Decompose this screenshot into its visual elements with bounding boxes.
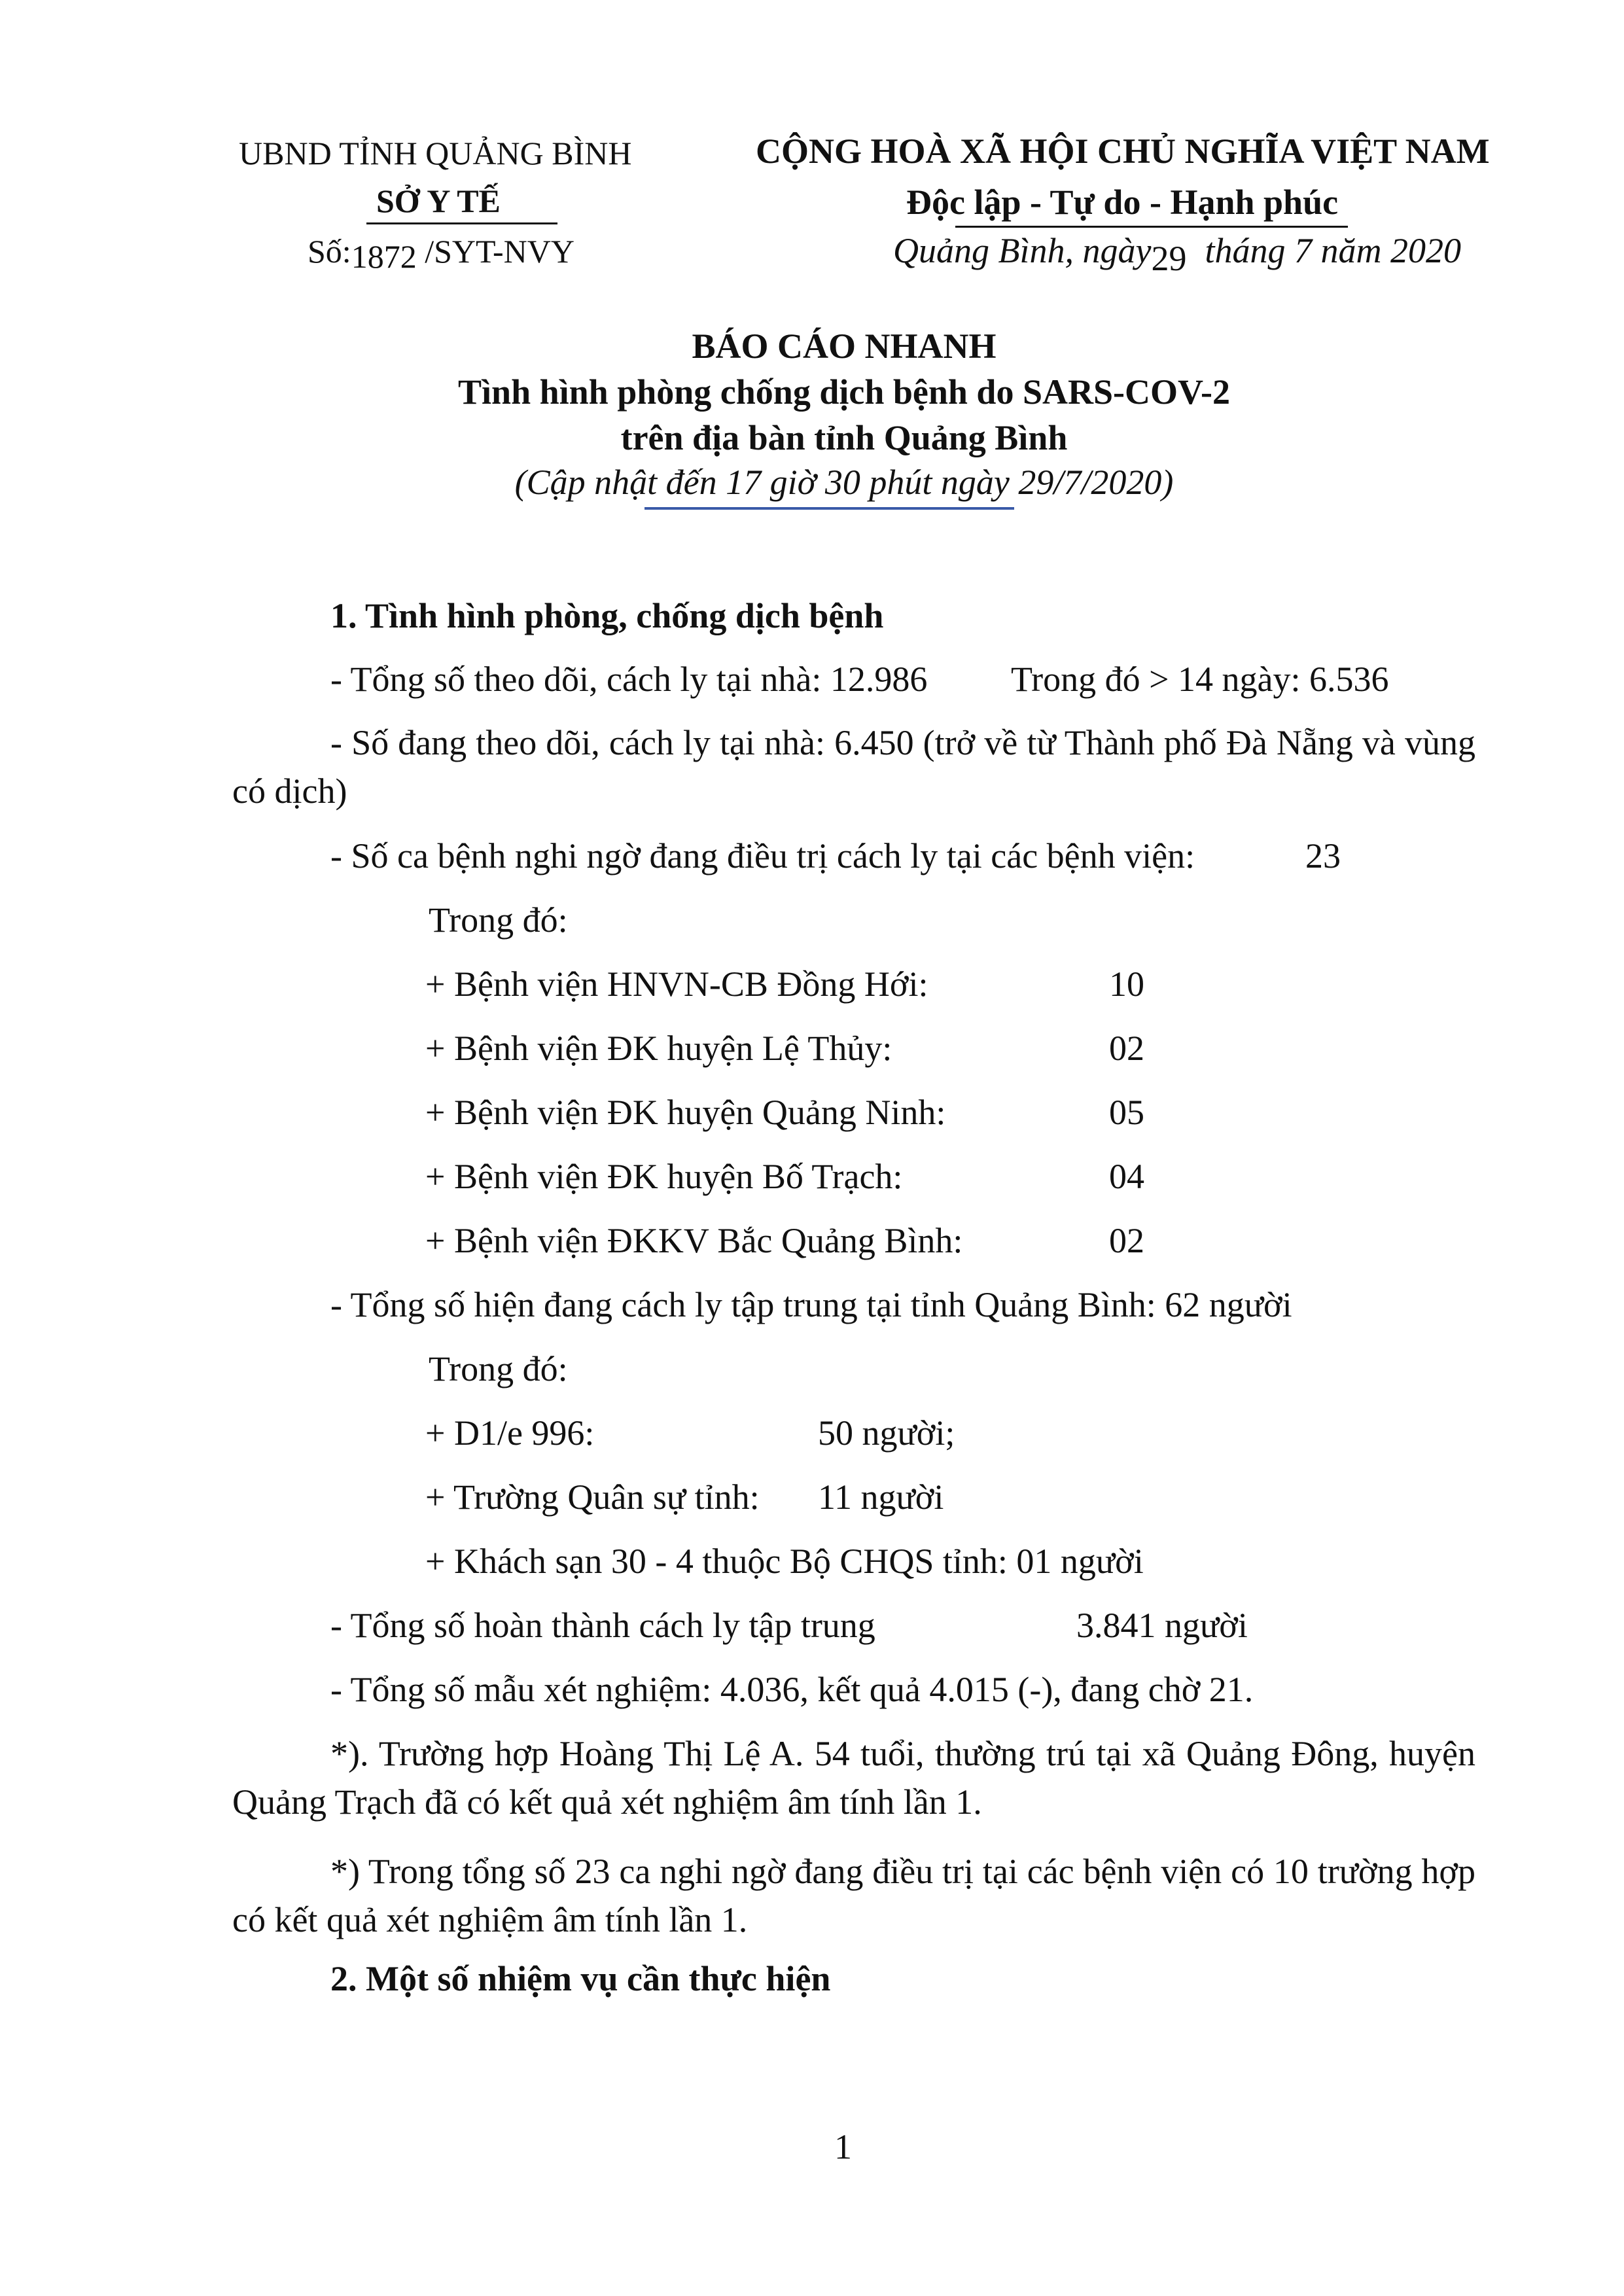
page-number: 1	[834, 2127, 852, 2166]
document-number	[308, 232, 574, 275]
hospital-count: 02	[1109, 1221, 1144, 1260]
home-current: - Số đang theo dõi, cách ly tại nhà: 6.450 (trở về từ Thành phố Đà Nẵng và vùng có dịch)	[232, 723, 1475, 811]
central-site-count: 50 người;	[818, 1413, 955, 1453]
hospital-name: + Bệnh viện ĐKKV Bắc Quảng Bình:	[425, 1221, 963, 1260]
central-total: - Tổng số hiện đang cách ly tập trung tại tỉnh Quảng Bình: 62 người	[330, 1285, 1292, 1324]
central-site-count: 11 người	[818, 1477, 944, 1517]
section-1-heading: 1. Tình hình phòng, chống dịch bệnh	[330, 596, 884, 635]
hospital-name: + Bệnh viện ĐK huyện Lệ Thủy:	[425, 1029, 892, 1068]
home-over14: Trong đó > 14 ngày: 6.536	[1011, 660, 1389, 699]
motto-underline	[955, 226, 1348, 228]
hospital-count: 05	[1109, 1093, 1144, 1132]
hospital-count: 10	[1109, 964, 1144, 1004]
title-underline	[644, 507, 1014, 510]
completed-label: - Tổng số hoàn thành cách ly tập trung	[330, 1606, 875, 1645]
number-prefix: Số:	[308, 233, 351, 270]
central-site-name: + Khách sạn 30 - 4 thuộc Bộ CHQS tỉnh: 01 người	[425, 1542, 1144, 1581]
hospital-name: + Bệnh viện HNVN-CB Đồng Hới:	[425, 964, 928, 1004]
place-date	[893, 230, 1461, 278]
number-suffix: /SYT-NVY	[425, 233, 574, 270]
of-which-label: Trong đó:	[429, 900, 568, 940]
hospital-count: 02	[1109, 1029, 1144, 1068]
central-site-name: + Trường Quân sự tỉnh:	[425, 1477, 760, 1517]
section-2-heading: 2. Một số nhiệm vụ cần thực hiện	[330, 1959, 831, 1998]
date-suffix: tháng 7 năm 2020	[1205, 231, 1461, 270]
central-site-name: + D1/e 996:	[425, 1413, 595, 1453]
note-2: *) Trong tổng số 23 ca nghi ngờ đang điều trị tại các bệnh viện có 10 trường hợp có kết quả xét nghiệm âm tính lần 1.	[232, 1852, 1475, 1939]
date-day: 29	[1151, 239, 1187, 278]
central-of-which: Trong đó:	[429, 1349, 568, 1388]
home-total: - Tổng số theo dõi, cách ly tại nhà: 12.986	[330, 660, 928, 699]
update-time: (Cập nhật đến 17 giờ 30 phút ngày 29/7/2020)	[514, 463, 1174, 502]
hospital-name: + Bệnh viện ĐK huyện Quảng Ninh:	[425, 1093, 946, 1132]
hospital-count: 04	[1109, 1157, 1144, 1196]
hospital-name: + Bệnh viện ĐK huyện Bố Trạch:	[425, 1157, 903, 1196]
number-value: 1872	[351, 238, 417, 275]
date-prefix: Quảng Bình, ngày	[893, 231, 1152, 270]
nation-name: CỘNG HOÀ XÃ HỘI CHỦ NGHĨA VIỆT NAM	[756, 132, 1490, 171]
tests-summary: - Tổng số mẫu xét nghiệm: 4.036, kết quả 4.015 (-), đang chờ 21.	[330, 1670, 1254, 1709]
report-subtitle-1: Tình hình phòng chống dịch bệnh do SARS-COV-2	[458, 372, 1230, 412]
suspected-value: 23	[1305, 836, 1341, 875]
agency-name: UBND TỈNH QUẢNG BÌNH	[239, 135, 632, 171]
motto: Độc lập - Tự do - Hạnh phúc	[906, 183, 1339, 222]
report-subtitle-2: trên địa bàn tỉnh Quảng Bình	[620, 418, 1068, 457]
note-1: *). Trường hợp Hoàng Thị Lệ A. 54 tuổi, thường trú tại xã Quảng Đông, huyện Quảng Trạch đã có kết quả xét nghiệm âm tính lần 1.	[232, 1734, 1475, 1822]
suspected-label: - Số ca bệnh nghi ngờ đang điều trị cách ly tại các bệnh viện:	[330, 836, 1195, 875]
completed-value: 3.841 người	[1076, 1606, 1248, 1645]
department-underline	[366, 222, 557, 224]
report-title: BÁO CÁO NHANH	[692, 327, 997, 366]
department-name: SỞ Y TẾ	[376, 183, 501, 219]
